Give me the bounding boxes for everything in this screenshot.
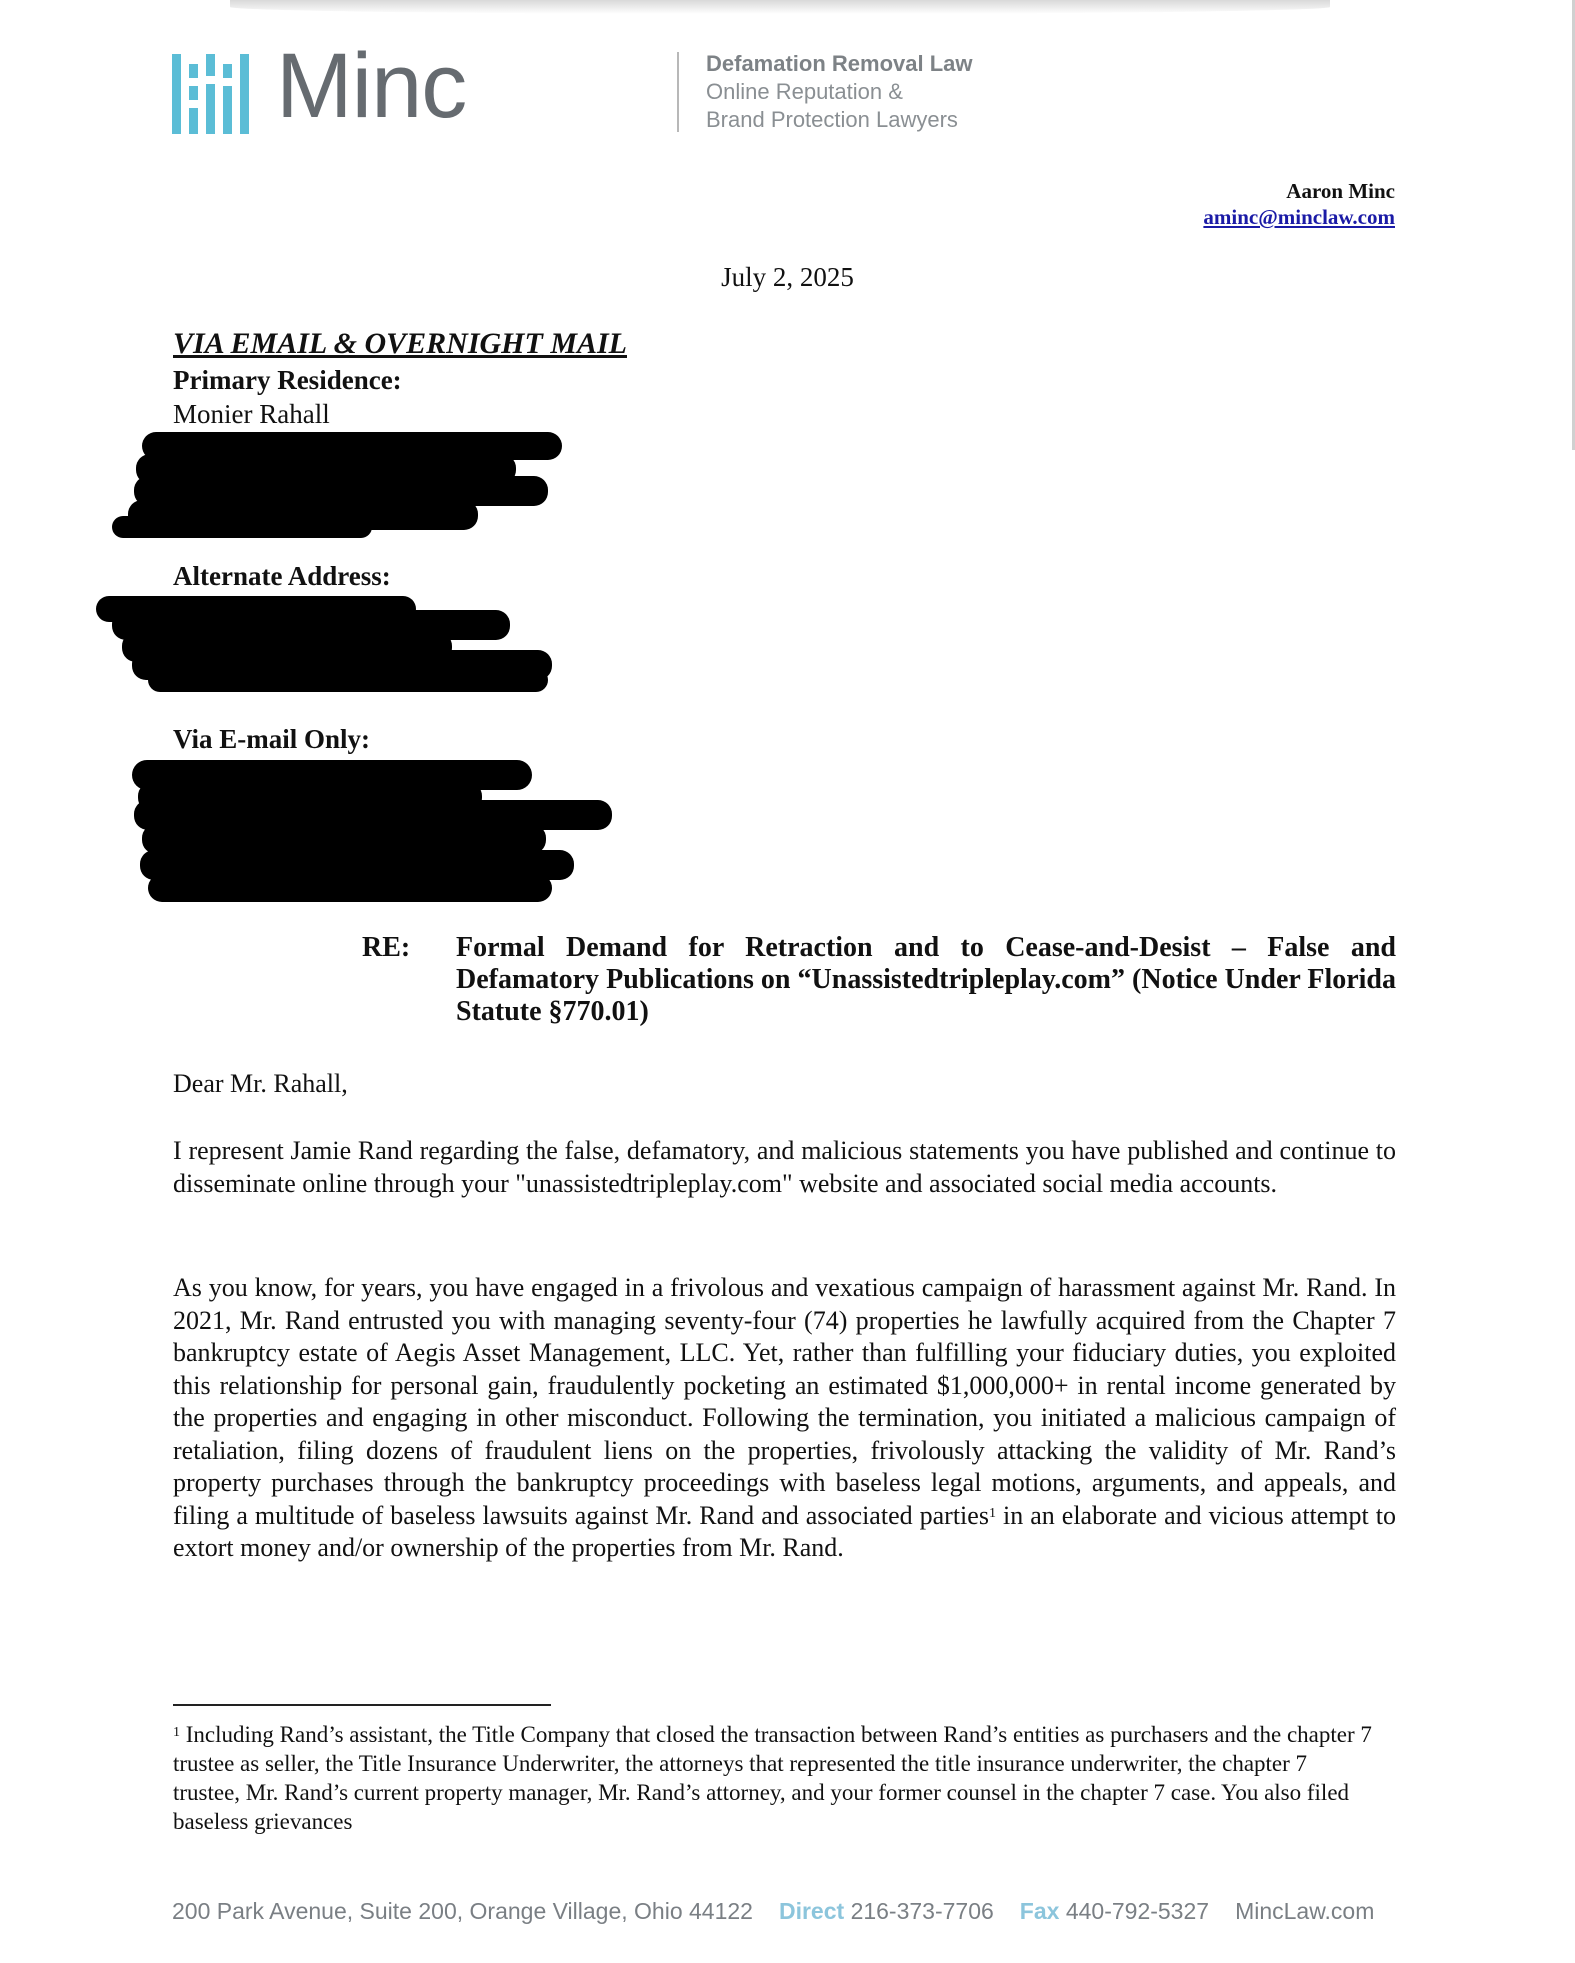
alternate-address-label: Alternate Address: — [173, 561, 391, 591]
footer-fax: 440-792-5327 — [1065, 1898, 1210, 1924]
footnote-reference: 1 — [988, 1505, 996, 1521]
primary-residence-label: Primary Residence: — [173, 365, 402, 395]
footer-address: 200 Park Avenue, Suite 200, Orange Village, Ohio 44122 — [172, 1898, 753, 1924]
footnote-text: Including Rand’s assistant, the Title Company that closed the transaction between Rand’s entities as purchasers and the chapter 7 trustee as seller, the Title Insurance Underwriter, the attorneys that represented the title insurance underwriter, the chapter 7 trustee, Mr. Rand’s current property manager, Mr. Rand’s attorney, and your former counsel in the chapter 7 case. You also filed baseless grievances — [173, 1722, 1372, 1834]
delivery-method: VIA EMAIL & OVERNIGHT MAIL — [173, 327, 627, 360]
sender-email-link[interactable]: aminc@minclaw.com — [1203, 205, 1395, 229]
logo-wordmark: Minc — [276, 35, 467, 137]
paragraph-2-text: As you know, for years, you have engaged in a frivolous and vexatious campaign of harassment against Mr. Rand. In 2021, Mr. Rand entrusted you with managing seventy-four (74) properties he lawfully acquired from the Chapter 7 bankruptcy estate of Aegis Asset Management, LLC. Yet, rather than fulfilling your fiduciary duties, you exploited this relationship for personal gain, fraudulently pocketing an estimated $1,000,000+ in rental income generated by the properties and engaging in other misconduct. Following the termination, you initiated a malicious campaign of retaliation, filing dozens of fraudulent liens on the properties, frivolously attacking the validity of Mr. Rand’s property purchases through the bankruptcy proceedings with baseless legal motions, arguments, and appeals, and filing a multitude of baseless lawsuits against Mr. Rand and associated parties — [173, 1273, 1396, 1530]
redaction-email-addresses — [124, 756, 614, 906]
paragraph-2-text-end: in an elaborate and vicious attempt to extort money and/or ownership of the properties from Mr. Rand. — [173, 1500, 1397, 1562]
logo-divider — [677, 52, 679, 132]
footnote-marker: 1 — [173, 1725, 180, 1740]
sender-block — [1203, 178, 1395, 230]
redaction-primary-address — [108, 424, 578, 542]
re-subject: Formal Demand for Retraction and to Cease-and-Desist – False and Defamatory Publications on “Unassistedtripleplay.com” (Notice Under Florida Statute §770.01) — [456, 932, 1396, 1027]
tagline-line-2: Online Reputation & — [706, 79, 903, 104]
scan-shadow — [230, 0, 1330, 14]
footnote-divider — [173, 1704, 551, 1706]
re-label: RE: — [362, 932, 411, 963]
tagline — [706, 50, 973, 134]
paragraph-1: I represent Jamie Rand regarding the false, defamatory, and malicious statements you have published and continue to disseminate online through your "unassistedtripleplay.com" website and associated social media accounts. — [173, 1136, 1396, 1198]
letterhead-footer — [172, 1898, 1462, 1925]
paragraph-2 — [173, 1272, 1396, 1565]
tagline-line-1: Defamation Removal Law — [706, 51, 973, 76]
email-only-label: Via E-mail Only: — [173, 724, 371, 754]
letter-date: July 2, 2025 — [721, 262, 854, 292]
footer-fax-label: Fax — [1019, 1898, 1060, 1924]
salutation: Dear Mr. Rahall, — [173, 1069, 348, 1098]
footer-website: MincLaw.com — [1235, 1898, 1375, 1924]
footnote — [173, 1720, 1373, 1836]
footer-direct-phone: 216-373-7706 — [850, 1898, 994, 1924]
minc-logo-mark-icon — [172, 54, 262, 134]
recipient-name: Monier Rahall — [173, 399, 330, 429]
footer-direct-label: Direct — [778, 1898, 845, 1924]
sender-name: Aaron Minc — [1286, 179, 1395, 203]
tagline-line-3: Brand Protection Lawyers — [706, 107, 958, 132]
redaction-alternate-address — [92, 592, 572, 702]
